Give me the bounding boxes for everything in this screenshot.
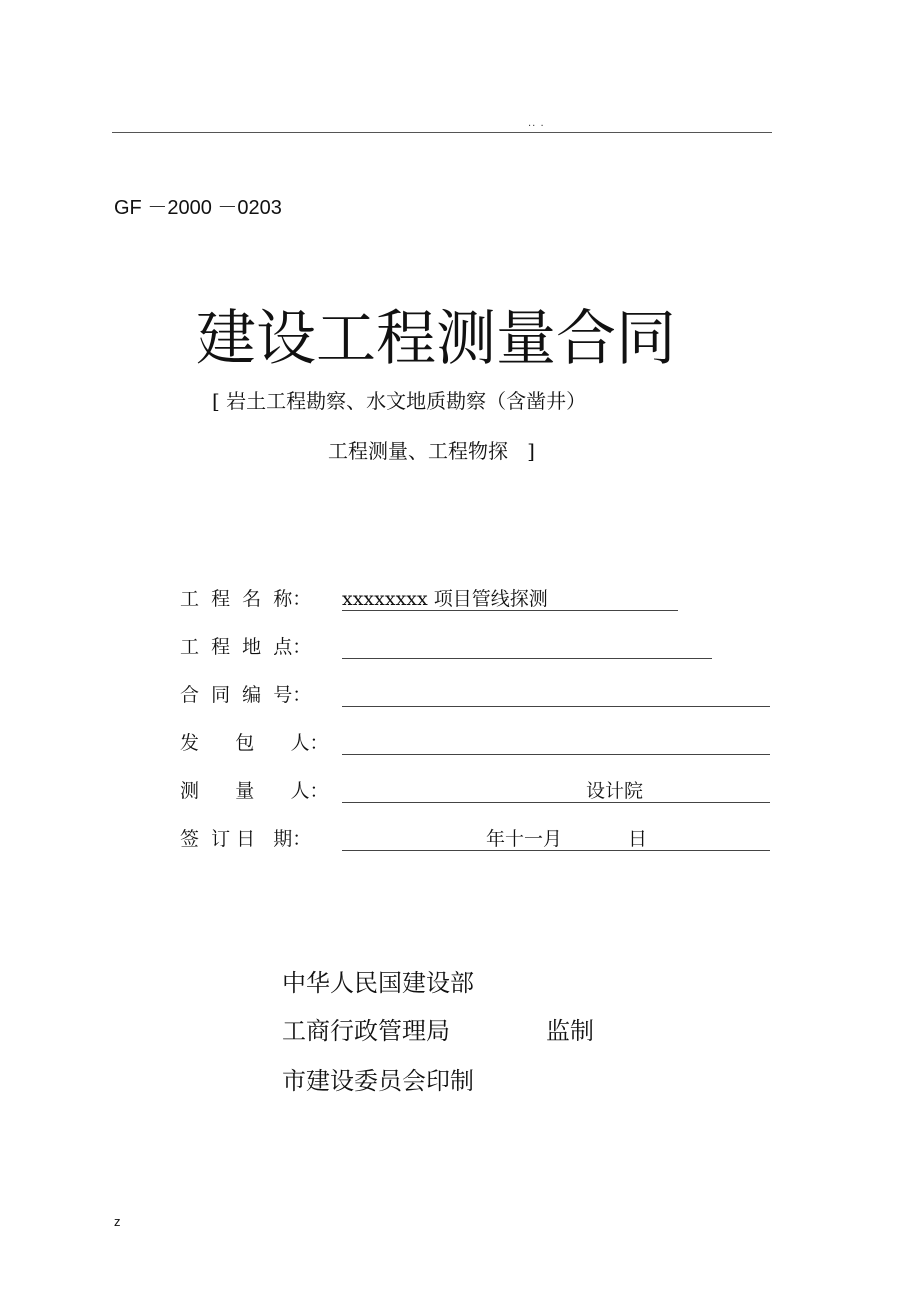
- field-row-signing-date: [180, 826, 780, 856]
- document-subtitle-line-1: [ 岩土工程勘察、水文地质勘察（含凿井）: [212, 389, 587, 413]
- issuer-line-3: 市建设委员会印制: [282, 1067, 474, 1095]
- field-row-contract-number: [180, 682, 780, 712]
- contract-number-underline: [342, 706, 770, 707]
- header-rule: [112, 132, 772, 133]
- signing-date-day: 日: [628, 828, 648, 850]
- document-title: 建设工程测量合同: [196, 304, 676, 374]
- document-subtitle-line-2: 工程测量、工程物探 ]: [328, 439, 535, 463]
- project-name-value: xxxxxxxx 项目管线探测: [342, 588, 548, 610]
- contract-number-label: 合 同 编 号：: [180, 684, 312, 706]
- issuer-line-1: 中华人民国建设部: [282, 969, 474, 997]
- page-mark: z: [114, 1214, 121, 1229]
- field-row-surveyor: [180, 778, 780, 808]
- project-location-label: 工 程 地 点：: [180, 636, 312, 658]
- employer-label: 发 包 人：: [180, 732, 329, 754]
- project-name-underline: [342, 610, 678, 611]
- signing-date-label: 签 订 日 期：: [180, 828, 312, 850]
- surveyor-label: 测 量 人：: [180, 780, 329, 802]
- issuer-line-2: 工商行政管理局: [282, 1017, 450, 1045]
- field-row-project-name: [180, 586, 780, 616]
- surveyor-value: 设计院: [586, 780, 644, 802]
- project-name-label: 工 程 名 称：: [180, 588, 312, 610]
- signing-date-year-month: 年十一月: [486, 828, 563, 850]
- supervise-label: 监制: [546, 1017, 594, 1045]
- signing-date-underline: [342, 850, 770, 851]
- header-mark: .. .: [528, 118, 545, 129]
- field-row-employer: [180, 730, 780, 760]
- employer-underline: [342, 754, 770, 755]
- project-location-underline: [342, 658, 712, 659]
- document-code: GF －2000 －0203: [114, 197, 282, 219]
- field-row-project-location: [180, 634, 780, 664]
- surveyor-underline: [342, 802, 770, 803]
